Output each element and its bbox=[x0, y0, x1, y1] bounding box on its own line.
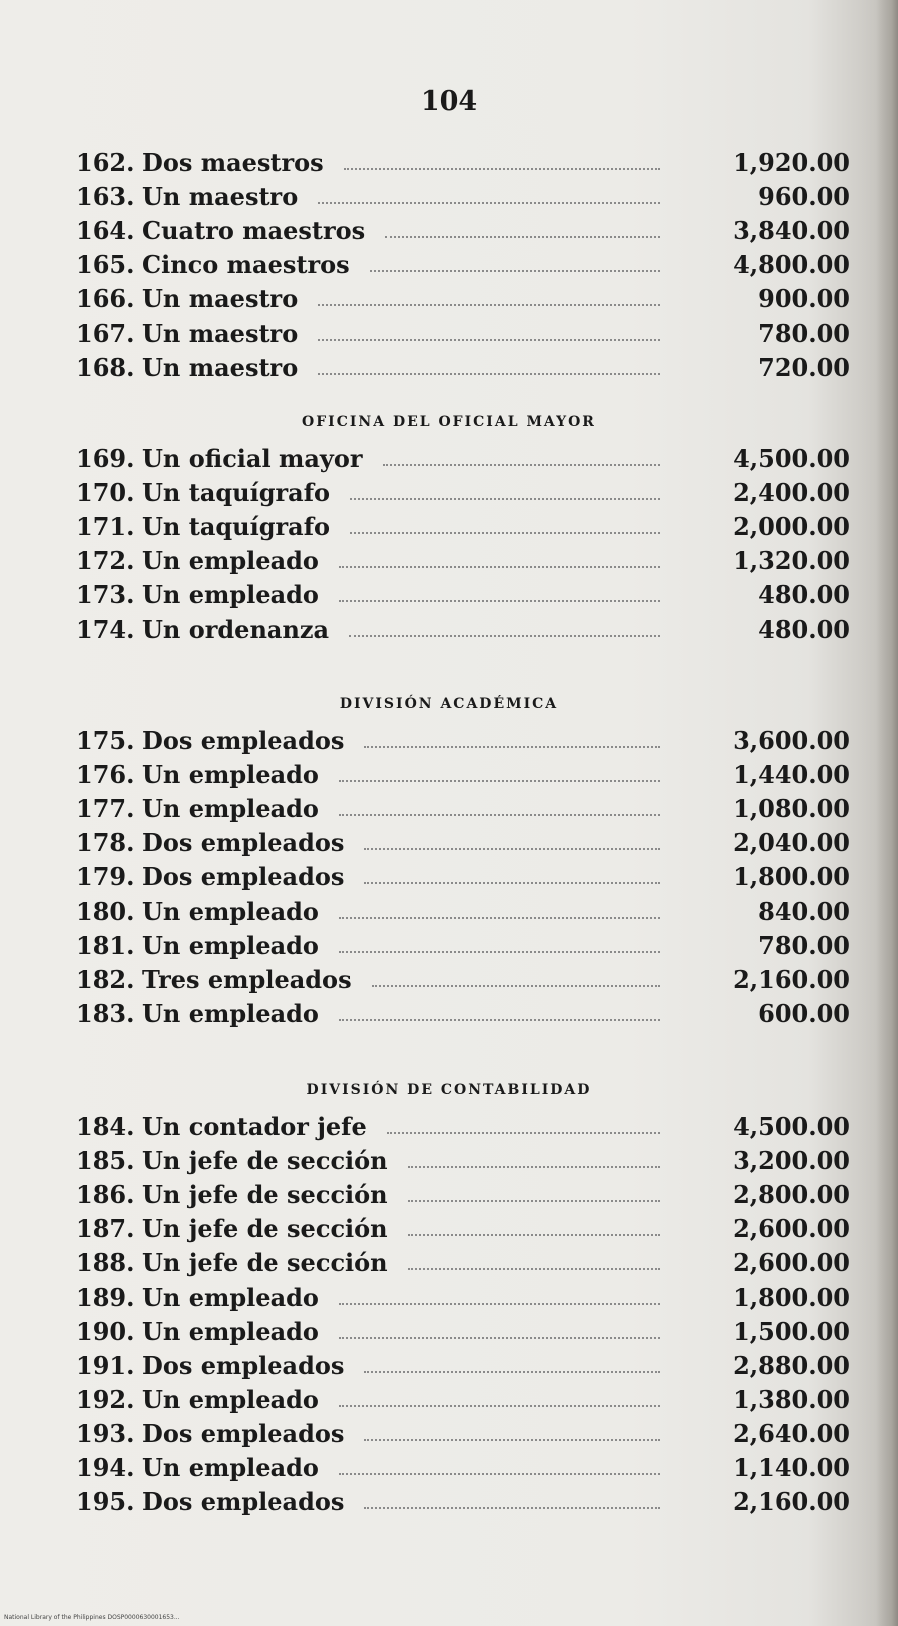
item-number: 176. bbox=[76, 760, 135, 790]
dot-leader bbox=[318, 202, 660, 204]
item-number: 166. bbox=[76, 284, 135, 314]
item-description: Un empleado bbox=[142, 546, 319, 576]
dot-leader bbox=[387, 1132, 660, 1134]
budget-row bbox=[76, 1451, 850, 1485]
dot-leader bbox=[339, 780, 660, 782]
dot-leader bbox=[339, 1405, 660, 1407]
budget-row bbox=[76, 1383, 850, 1417]
dot-leader bbox=[339, 1337, 660, 1339]
item-description: Dos empleados bbox=[142, 862, 345, 892]
dot-leader bbox=[383, 464, 660, 466]
budget-row bbox=[76, 997, 850, 1031]
item-amount: 900.00 bbox=[758, 284, 850, 314]
item-description: Un maestro bbox=[142, 182, 299, 212]
budget-row bbox=[76, 248, 850, 282]
item-description: Dos empleados bbox=[142, 1350, 345, 1380]
item-amount: 1,440.00 bbox=[733, 760, 850, 790]
budget-row bbox=[76, 792, 850, 826]
item-amount: 2,000.00 bbox=[733, 512, 850, 542]
budget-row bbox=[76, 578, 850, 612]
item-description: Dos empleados bbox=[142, 726, 345, 755]
dot-leader bbox=[408, 1234, 660, 1236]
budget-row bbox=[76, 1144, 850, 1178]
budget-row bbox=[76, 1212, 850, 1246]
dot-leader bbox=[408, 1268, 660, 1270]
section-heading: DIVISIÓN DE CONTABILIDAD bbox=[306, 1082, 592, 1098]
item-number: 178. bbox=[76, 828, 135, 858]
item-description: Un jefe de sección bbox=[142, 1146, 388, 1176]
item-description: Un empleado bbox=[142, 930, 319, 960]
item-description: Dos empleados bbox=[142, 1418, 345, 1448]
page-number: 104 bbox=[420, 86, 478, 117]
dot-leader bbox=[339, 1303, 660, 1305]
item-description: Un empleado bbox=[142, 896, 319, 926]
item-amount: 3,600.00 bbox=[733, 726, 850, 755]
dot-leader bbox=[385, 236, 660, 238]
item-amount: 2,800.00 bbox=[733, 1180, 850, 1210]
item-description: Un oficial mayor bbox=[142, 444, 363, 473]
item-amount: 2,160.00 bbox=[733, 964, 850, 994]
dot-leader bbox=[349, 635, 660, 637]
item-number: 170. bbox=[76, 478, 135, 508]
item-amount: 960.00 bbox=[758, 182, 850, 212]
dot-leader bbox=[318, 339, 660, 341]
item-number: 175. bbox=[76, 726, 135, 755]
item-number: 171. bbox=[76, 512, 135, 542]
item-number: 177. bbox=[76, 794, 135, 824]
dot-leader bbox=[364, 848, 660, 850]
item-number: 169. bbox=[76, 444, 135, 473]
item-amount: 4,800.00 bbox=[733, 250, 850, 280]
budget-row bbox=[76, 351, 850, 385]
item-amount: 3,840.00 bbox=[733, 216, 850, 246]
budget-row bbox=[76, 1110, 850, 1144]
item-amount: 1,500.00 bbox=[733, 1316, 850, 1346]
item-number: 180. bbox=[76, 896, 135, 926]
dot-leader bbox=[318, 304, 660, 306]
item-description: Un contador jefe bbox=[142, 1112, 367, 1141]
item-number: 168. bbox=[76, 352, 135, 382]
item-amount: 480.00 bbox=[758, 614, 850, 644]
item-description: Un empleado bbox=[142, 760, 319, 790]
dot-leader bbox=[350, 498, 660, 500]
section-heading: DIVISIÓN ACADÉMICA bbox=[339, 696, 559, 712]
item-description: Un empleado bbox=[142, 1282, 319, 1312]
page-edge-shadow bbox=[876, 0, 898, 1626]
item-amount: 2,400.00 bbox=[733, 478, 850, 508]
section-heading: OFICINA DEL OFICIAL MAYOR bbox=[302, 414, 596, 430]
item-description: Un empleado bbox=[142, 1384, 319, 1414]
item-number: 167. bbox=[76, 318, 135, 348]
item-description: Un empleado bbox=[142, 794, 319, 824]
budget-row bbox=[76, 442, 850, 476]
item-description: Un jefe de sección bbox=[142, 1180, 388, 1210]
item-amount: 2,640.00 bbox=[733, 1418, 850, 1448]
item-amount: 2,160.00 bbox=[733, 1487, 850, 1517]
budget-row bbox=[76, 613, 850, 647]
budget-row bbox=[76, 963, 850, 997]
budget-row bbox=[76, 1315, 850, 1349]
item-amount: 480.00 bbox=[758, 580, 850, 610]
item-amount: 1,140.00 bbox=[733, 1453, 850, 1482]
item-amount: 1,080.00 bbox=[733, 794, 850, 824]
item-amount: 1,920.00 bbox=[733, 148, 850, 177]
item-number: 187. bbox=[76, 1214, 135, 1244]
footer-caption: National Library of the Philippines DOSP0000630001653... bbox=[4, 1614, 180, 1621]
item-amount: 2,880.00 bbox=[733, 1350, 850, 1380]
item-description: Cuatro maestros bbox=[142, 216, 366, 246]
budget-row bbox=[76, 214, 850, 248]
item-amount: 720.00 bbox=[758, 352, 850, 382]
budget-row bbox=[76, 476, 850, 510]
budget-row bbox=[76, 146, 850, 180]
dot-leader bbox=[364, 1371, 660, 1373]
budget-row bbox=[76, 282, 850, 316]
item-amount: 780.00 bbox=[758, 930, 850, 960]
budget-row bbox=[76, 1246, 850, 1280]
item-amount: 600.00 bbox=[758, 998, 850, 1028]
item-description: Un jefe de sección bbox=[142, 1248, 388, 1278]
item-number: 165. bbox=[76, 250, 135, 280]
budget-row bbox=[76, 317, 850, 351]
budget-row bbox=[76, 1281, 850, 1315]
item-number: 179. bbox=[76, 862, 135, 892]
dot-leader bbox=[339, 1019, 660, 1021]
budget-row bbox=[76, 758, 850, 792]
dot-leader bbox=[339, 600, 660, 602]
item-number: 162. bbox=[76, 148, 135, 177]
item-description: Un empleado bbox=[142, 1316, 319, 1346]
item-description: Cinco maestros bbox=[142, 250, 350, 280]
dot-leader bbox=[364, 882, 660, 884]
item-number: 192. bbox=[76, 1384, 135, 1414]
item-amount: 4,500.00 bbox=[733, 444, 850, 473]
item-description: Tres empleados bbox=[142, 964, 352, 994]
dot-leader bbox=[344, 168, 660, 170]
item-amount: 2,040.00 bbox=[733, 828, 850, 858]
item-number: 191. bbox=[76, 1350, 135, 1380]
item-number: 183. bbox=[76, 998, 135, 1028]
dot-leader bbox=[350, 532, 660, 534]
item-amount: 1,800.00 bbox=[733, 1282, 850, 1312]
item-number: 172. bbox=[76, 546, 135, 576]
dot-leader bbox=[370, 270, 660, 272]
item-number: 186. bbox=[76, 1180, 135, 1210]
item-description: Un maestro bbox=[142, 318, 299, 348]
item-amount: 1,800.00 bbox=[733, 862, 850, 892]
dot-leader bbox=[372, 985, 660, 987]
item-number: 182. bbox=[76, 964, 135, 994]
item-number: 189. bbox=[76, 1282, 135, 1312]
budget-row bbox=[76, 544, 850, 578]
item-number: 174. bbox=[76, 614, 135, 644]
item-amount: 780.00 bbox=[758, 318, 850, 348]
item-description: Un maestro bbox=[142, 352, 299, 382]
item-description: Un empleado bbox=[142, 1453, 319, 1482]
item-number: 184. bbox=[76, 1112, 135, 1141]
item-description: Dos empleados bbox=[142, 1487, 345, 1517]
dot-leader bbox=[339, 566, 660, 568]
dot-leader bbox=[318, 373, 660, 375]
budget-row bbox=[76, 1349, 850, 1383]
item-description: Un taquígrafo bbox=[142, 512, 331, 542]
item-number: 181. bbox=[76, 930, 135, 960]
item-description: Dos empleados bbox=[142, 828, 345, 858]
budget-row bbox=[76, 1417, 850, 1451]
dot-leader bbox=[339, 917, 660, 919]
item-number: 193. bbox=[76, 1418, 135, 1448]
item-description: Un empleado bbox=[142, 580, 319, 610]
item-description: Un taquígrafo bbox=[142, 478, 331, 508]
item-description: Un jefe de sección bbox=[142, 1214, 388, 1244]
item-amount: 2,600.00 bbox=[733, 1214, 850, 1244]
item-amount: 3,200.00 bbox=[733, 1146, 850, 1176]
budget-row bbox=[76, 1485, 850, 1519]
item-number: 194. bbox=[76, 1453, 135, 1482]
budget-row bbox=[76, 929, 850, 963]
item-amount: 1,320.00 bbox=[733, 546, 850, 576]
item-number: 185. bbox=[76, 1146, 135, 1176]
budget-row bbox=[76, 1178, 850, 1212]
item-description: Un maestro bbox=[142, 284, 299, 314]
item-amount: 840.00 bbox=[758, 896, 850, 926]
budget-row bbox=[76, 510, 850, 544]
dot-leader bbox=[339, 814, 660, 816]
dot-leader bbox=[339, 951, 660, 953]
item-description: Un ordenanza bbox=[142, 614, 330, 644]
dot-leader bbox=[364, 746, 660, 748]
item-description: Un empleado bbox=[142, 998, 319, 1028]
item-number: 163. bbox=[76, 182, 135, 212]
budget-row bbox=[76, 895, 850, 929]
budget-row bbox=[76, 724, 850, 758]
item-amount: 4,500.00 bbox=[733, 1112, 850, 1141]
dot-leader bbox=[364, 1507, 660, 1509]
item-number: 173. bbox=[76, 580, 135, 610]
dot-leader bbox=[408, 1166, 660, 1168]
item-description: Dos maestros bbox=[142, 148, 324, 177]
dot-leader bbox=[364, 1439, 660, 1441]
item-amount: 2,600.00 bbox=[733, 1248, 850, 1278]
budget-row bbox=[76, 826, 850, 860]
dot-leader bbox=[408, 1200, 660, 1202]
budget-row bbox=[76, 180, 850, 214]
item-amount: 1,380.00 bbox=[733, 1384, 850, 1414]
item-number: 188. bbox=[76, 1248, 135, 1278]
dot-leader bbox=[339, 1473, 660, 1475]
budget-row bbox=[76, 860, 850, 894]
item-number: 164. bbox=[76, 216, 135, 246]
item-number: 190. bbox=[76, 1316, 135, 1346]
item-number: 195. bbox=[76, 1487, 135, 1517]
